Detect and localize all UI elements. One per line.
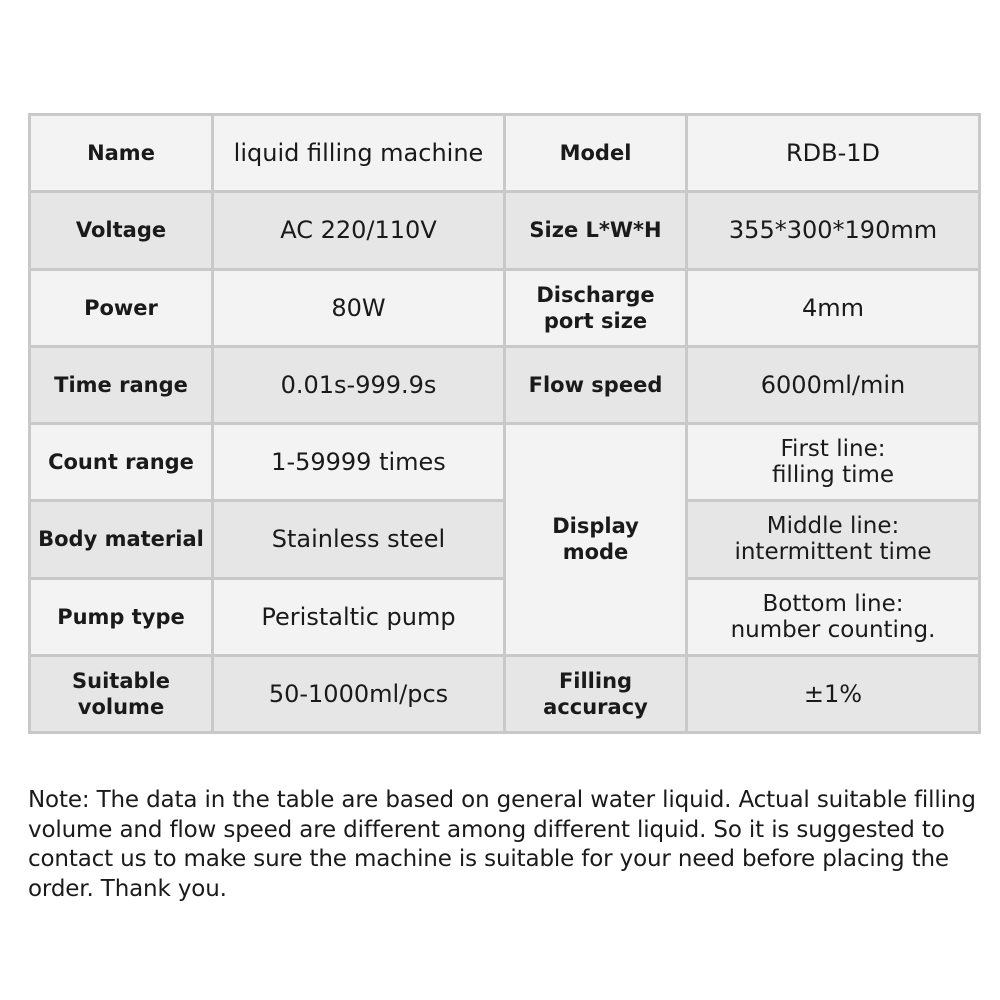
- spec-label: Power: [30, 269, 213, 346]
- spec-label: Size L*W*H: [505, 192, 687, 269]
- spec-value: liquid filling machine: [213, 115, 505, 192]
- spec-value: Middle line: intermittent time: [687, 501, 980, 578]
- table-row: [30, 424, 980, 501]
- note-text: Note: The data in the table are based on general water liquid. Actual suitable filling volume and flow speed are different among different liquid. So it is suggested to contact us to make sure the machine is suitable for your need before placing the order. Thank you.: [28, 787, 976, 902]
- spec-label: Display mode: [505, 424, 687, 656]
- table-row: [30, 655, 980, 732]
- spec-value: Peristaltic pump: [213, 578, 505, 655]
- spec-label: Suitable volume: [30, 655, 213, 732]
- spec-value: 50-1000ml/pcs: [213, 655, 505, 732]
- spec-value: Stainless steel: [213, 501, 505, 578]
- spec-value: 355*300*190mm: [687, 192, 980, 269]
- spec-value: 4mm: [687, 269, 980, 346]
- spec-value: Bottom line: number counting.: [687, 578, 980, 655]
- spec-label: Time range: [30, 346, 213, 423]
- spec-label: Voltage: [30, 192, 213, 269]
- spec-value: ±1%: [687, 655, 980, 732]
- spec-value: First line: filling time: [687, 424, 980, 501]
- spec-label: Pump type: [30, 578, 213, 655]
- spec-value: 6000ml/min: [687, 346, 980, 423]
- spec-label: Model: [505, 115, 687, 192]
- spec-value: AC 220/110V: [213, 192, 505, 269]
- spec-value: 1-59999 times: [213, 424, 505, 501]
- spec-label: Name: [30, 115, 213, 192]
- table-row: [30, 115, 980, 192]
- spec-value: 80W: [213, 269, 505, 346]
- spec-value: 0.01s-999.9s: [213, 346, 505, 423]
- spec-value: RDB-1D: [687, 115, 980, 192]
- spec-label: Body material: [30, 501, 213, 578]
- table-row: [30, 192, 980, 269]
- table-row: [30, 346, 980, 423]
- table-row: [30, 269, 980, 346]
- spec-label: Discharge port size: [505, 269, 687, 346]
- spec-label: Count range: [30, 424, 213, 501]
- spec-label: Flow speed: [505, 346, 687, 423]
- spec-table: [28, 113, 981, 734]
- spec-label: Filling accuracy: [505, 655, 687, 732]
